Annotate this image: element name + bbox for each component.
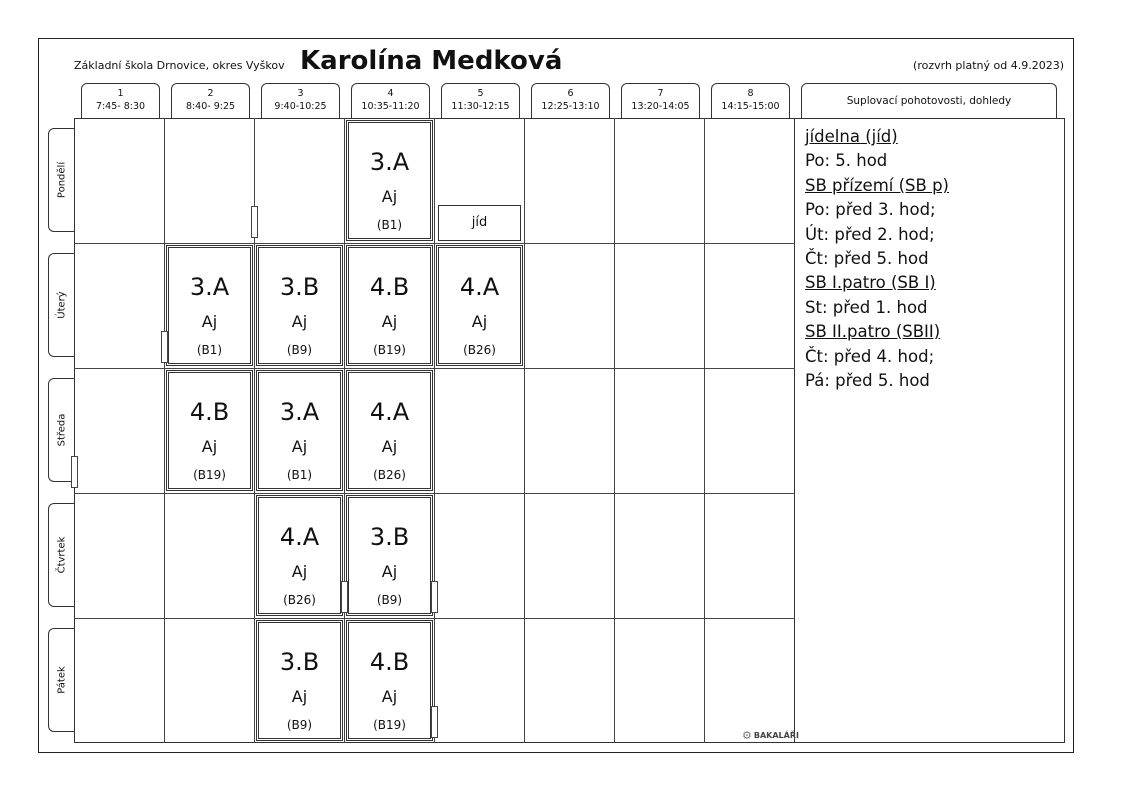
lesson-subject: Aj — [471, 312, 488, 331]
duty-entry: Út: před 2. hod; — [805, 225, 935, 244]
duty-heading: SB I.patro (SB I) — [805, 273, 936, 292]
lesson-class: 3.A — [279, 398, 320, 426]
lesson-class: 3.B — [279, 648, 320, 676]
lesson-card[interactable] — [346, 495, 433, 616]
day-tab-monday: Pondělí — [48, 128, 74, 232]
lesson-room: (B19) — [373, 343, 406, 357]
lesson-card[interactable] — [166, 245, 253, 366]
duty-entry: Po: před 3. hod; — [805, 200, 936, 219]
lesson-room: (B26) — [283, 593, 316, 607]
lesson-class: 4.A — [459, 273, 500, 301]
grid-line — [434, 118, 435, 743]
lesson-class: 4.B — [369, 273, 410, 301]
lesson-class: 3.B — [279, 273, 320, 301]
duty-heading: SB II.patro (SBII) — [805, 322, 941, 341]
duty-heading: jídelna (jíd) — [805, 127, 898, 146]
duty-cell[interactable]: jíd — [438, 205, 521, 241]
lesson-class: 4.A — [369, 398, 410, 426]
period-header-4: 4 10:35-11:20 — [351, 83, 430, 118]
lesson-subject: Aj — [291, 312, 308, 331]
grid-line — [74, 243, 795, 244]
duty-entry: Po: 5. hod — [805, 151, 888, 170]
bakalari-logo: ⚙ BAKALÁŘI — [742, 729, 799, 742]
lesson-card[interactable] — [256, 495, 343, 616]
lesson-subject: Aj — [201, 312, 218, 331]
lesson-room: (B1) — [286, 468, 313, 482]
lesson-class: 3.A — [189, 273, 230, 301]
lesson-room: (B1) — [196, 343, 223, 357]
gear-icon: ⚙ — [742, 729, 752, 742]
teacher-name: Karolína Medková — [300, 46, 563, 76]
lesson-subject: Aj — [381, 437, 398, 456]
lesson-room: (B19) — [193, 468, 226, 482]
period-header-8: 8 14:15-15:00 — [711, 83, 790, 118]
lesson-room: (B9) — [286, 718, 313, 732]
duty-entry: Čt: před 4. hod; — [805, 347, 935, 366]
grid-line — [164, 118, 165, 743]
day-tab-friday: Pátek — [48, 628, 74, 732]
day-tab-thursday: Čtvrtek — [48, 503, 74, 607]
lesson-card[interactable] — [256, 245, 343, 366]
grid-line — [704, 118, 705, 743]
supervision-marker — [251, 206, 258, 238]
lesson-card[interactable] — [346, 245, 433, 366]
lesson-room: (B26) — [463, 343, 496, 357]
lesson-card[interactable] — [256, 620, 343, 741]
lesson-class: 4.A — [279, 523, 320, 551]
valid-from: (rozvrh platný od 4.9.2023) — [913, 59, 1064, 72]
supervision-marker — [161, 331, 168, 363]
lesson-subject: Aj — [381, 187, 398, 206]
grid-line — [74, 618, 795, 619]
day-tab-tuesday: Úterý — [48, 253, 74, 357]
supervision-marker — [431, 581, 438, 613]
period-header-5: 5 11:30-12:15 — [441, 83, 520, 118]
duty-heading: SB přízemí (SB p) — [805, 176, 949, 195]
period-header-7: 7 13:20-14:05 — [621, 83, 700, 118]
lesson-class: 4.B — [369, 648, 410, 676]
lesson-subject: Aj — [201, 437, 218, 456]
lesson-subject: Aj — [291, 437, 308, 456]
lesson-subject: Aj — [381, 562, 398, 581]
lesson-room: (B1) — [376, 218, 403, 232]
lesson-card[interactable] — [346, 120, 433, 241]
grid-line — [344, 118, 345, 743]
school-name: Základní škola Drnovice, okres Vyškov — [74, 59, 285, 72]
grid-line — [74, 368, 795, 369]
lesson-subject: Aj — [291, 687, 308, 706]
lesson-card[interactable] — [346, 620, 433, 741]
lesson-room: (B9) — [376, 593, 403, 607]
lesson-class: 3.B — [369, 523, 410, 551]
duty-entry: St: před 1. hod — [805, 298, 928, 317]
day-tab-wednesday: Středa — [48, 378, 74, 482]
lesson-subject: Aj — [381, 312, 398, 331]
period-header-2: 2 8:40- 9:25 — [171, 83, 250, 118]
supervision-marker — [341, 581, 348, 613]
lesson-room: (B19) — [373, 718, 406, 732]
lesson-class: 3.A — [369, 148, 410, 176]
lesson-card[interactable] — [166, 370, 253, 491]
duty-entry: Čt: před 5. hod — [805, 249, 929, 268]
duties-header: Suplovací pohotovosti, dohledy — [801, 83, 1057, 118]
supervision-marker — [431, 706, 438, 738]
lesson-subject: Aj — [381, 687, 398, 706]
lesson-card[interactable] — [256, 370, 343, 491]
lesson-subject: Aj — [291, 562, 308, 581]
lesson-room: (B26) — [373, 468, 406, 482]
period-header-1: 1 7:45- 8:30 — [81, 83, 160, 118]
supervision-marker — [71, 456, 78, 488]
duty-entry: Pá: před 5. hod — [805, 371, 930, 390]
grid-line — [524, 118, 525, 743]
grid-line — [614, 118, 615, 743]
lesson-card[interactable] — [346, 370, 433, 491]
period-header-6: 6 12:25-13:10 — [531, 83, 610, 118]
lesson-class: 4.B — [189, 398, 230, 426]
lesson-room: (B9) — [286, 343, 313, 357]
lesson-card[interactable] — [436, 245, 523, 366]
period-header-3: 3 9:40-10:25 — [261, 83, 340, 118]
grid-line — [74, 493, 795, 494]
